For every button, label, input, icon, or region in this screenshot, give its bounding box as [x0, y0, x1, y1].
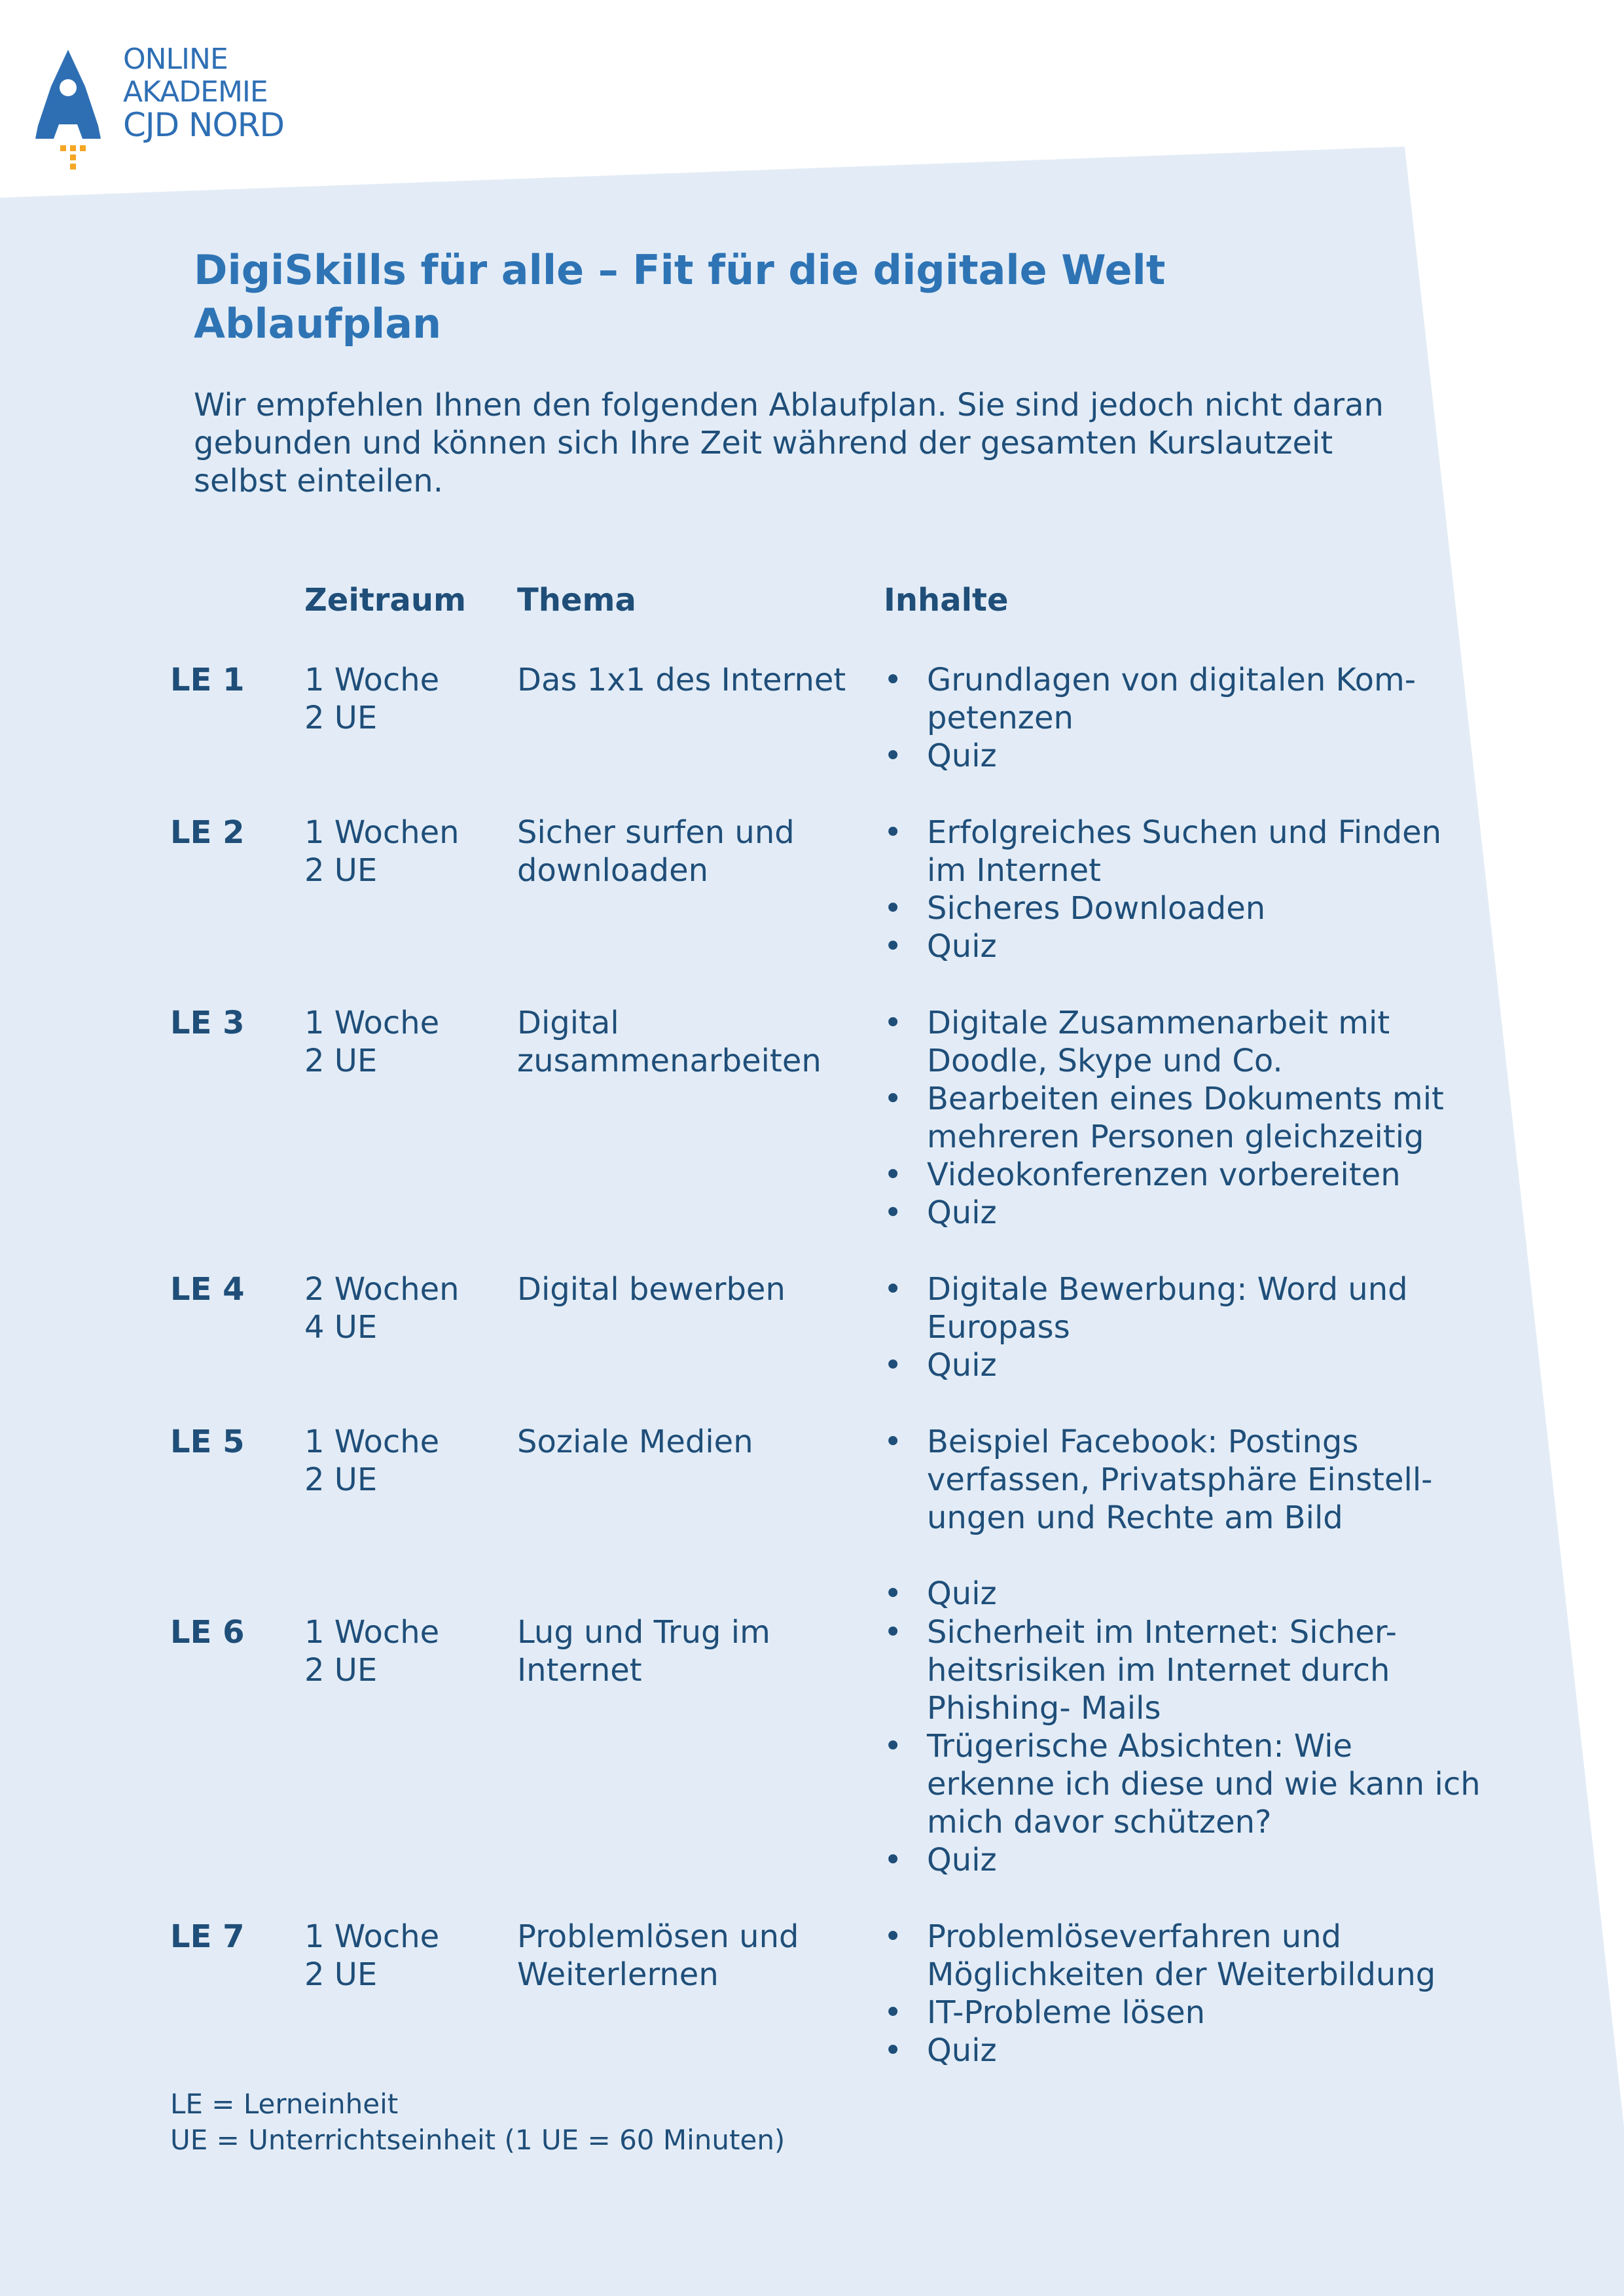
list-item: [884, 1918, 1506, 1994]
list-item: [884, 814, 1506, 889]
header-thema: Thema: [517, 582, 636, 619]
zeitraum-units: 2 UE: [304, 1043, 378, 1079]
row-thema: [517, 1004, 884, 1080]
row-label: LE 7: [170, 1918, 245, 1955]
row-thema: [517, 661, 884, 699]
row-label: LE 3: [170, 1005, 245, 1041]
title-line-2: Ablaufplan: [194, 300, 442, 348]
zeitraum-duration: 2 Wochen: [304, 1271, 460, 1308]
zeitraum-duration: 1 Woche: [304, 1918, 440, 1955]
row-label: LE 4: [170, 1271, 245, 1308]
list-item: [884, 1080, 1506, 1156]
list-item: [884, 1346, 1506, 1384]
list-item-line: • Quiz: [927, 1842, 997, 1878]
list-item: [884, 2032, 1506, 2070]
logo-wordmark: [123, 43, 285, 144]
row-zeitraum: [304, 814, 460, 889]
thema-line: Das 1x1 des Internet: [517, 662, 846, 698]
thema-line: zusammenarbeiten: [517, 1043, 821, 1079]
row-zeitraum: [304, 1423, 439, 1499]
list-item-line: heitsrisiken im Internet durch: [927, 1652, 1390, 1689]
list-item-line: • Quiz: [927, 1347, 997, 1384]
list-item-line: im Internet: [927, 852, 1101, 889]
thema-line: Digital: [517, 1005, 619, 1041]
list-item-line: • Quiz: [927, 1575, 997, 1612]
list-item: [884, 1156, 1506, 1194]
list-item-line: petenzen: [927, 700, 1074, 736]
list-item: [884, 889, 1506, 927]
list-item-line: • Trügerische Absichten: Wie: [927, 1728, 1353, 1765]
list-item-line: mehreren Personen gleichzeitig: [927, 1119, 1424, 1155]
zeitraum-duration: 1 Woche: [304, 662, 440, 698]
header-inhalte: Inhalte: [884, 582, 1009, 619]
row-thema: [517, 1918, 884, 1994]
list-item: [884, 1575, 1506, 1613]
row-inhalte-list: [884, 1613, 1506, 1879]
row-thema: [517, 1423, 884, 1461]
logo-line-2: AKADEMIE: [123, 75, 268, 109]
page-title: [194, 243, 1165, 351]
row-inhalte-list: [884, 814, 1506, 965]
row-zeitraum: [304, 1004, 439, 1080]
thema-line: Problemlösen und: [517, 1918, 799, 1955]
list-item-line: erkenne ich diese und wie kann ich: [927, 1766, 1481, 1803]
thema-line: Lug und Trug im: [517, 1614, 770, 1651]
zeitraum-duration: 1 Woche: [304, 1005, 440, 1041]
row-thema: [517, 1270, 884, 1308]
list-item: [884, 1194, 1506, 1232]
zeitraum-units: 4 UE: [304, 1309, 378, 1346]
zeitraum-duration: 1 Wochen: [304, 814, 460, 851]
list-item-line: • Quiz: [927, 928, 997, 965]
list-item: [884, 1004, 1506, 1080]
row-thema: [517, 814, 884, 889]
thema-line: Weiterlernen: [517, 1956, 719, 1993]
list-item: [884, 1727, 1506, 1841]
zeitraum-units: 2 UE: [304, 1462, 378, 1498]
zeitraum-units: 2 UE: [304, 852, 378, 889]
intro-paragraph: [194, 386, 1437, 500]
intro-line: Wir empfehlen Ihnen den folgenden Ablaufplan. Sie sind jedoch nicht daran: [194, 387, 1384, 423]
zeitraum-units: 2 UE: [304, 1652, 378, 1689]
list-item-line: • Sicherheit im Internet: Sicher-: [927, 1614, 1397, 1651]
list-item: [884, 1270, 1506, 1346]
list-item-line: • Quiz: [927, 2032, 997, 2069]
row-inhalte-list: [884, 1918, 1506, 2070]
list-item: [884, 927, 1506, 965]
row-label: LE 2: [170, 814, 245, 851]
row-zeitraum: [304, 1270, 460, 1346]
thema-line: Soziale Medien: [517, 1424, 753, 1460]
list-item-line: Möglichkeiten der Weiterbildung: [927, 1956, 1436, 1993]
row-label: LE 6: [170, 1614, 245, 1651]
list-item-line: • Problemlöseverfahren und: [927, 1918, 1342, 1955]
zeitraum-units: 2 UE: [304, 700, 378, 736]
legend: [170, 2086, 785, 2158]
list-item: [884, 737, 1506, 775]
list-item-line: • Bearbeiten eines Dokuments mit: [927, 1081, 1444, 1117]
list-item-line: • IT-Probleme lösen: [927, 1994, 1206, 2031]
row-inhalte-list: [884, 1270, 1506, 1384]
list-item: [884, 1841, 1506, 1879]
list-item-line: • Videokonferenzen vorbereiten: [927, 1157, 1401, 1193]
list-item: [884, 661, 1506, 737]
thema-line: Sicher surfen und: [517, 814, 795, 851]
list-item-line: • Digitale Bewerbung: Word und: [927, 1271, 1408, 1308]
list-item-line: • Digitale Zusammenarbeit mit: [927, 1005, 1390, 1041]
rocket-logo-icon: [34, 47, 106, 171]
logo-line-1: ONLINE: [123, 43, 228, 76]
list-item-line: • Sicheres Downloaden: [927, 890, 1266, 927]
intro-line: selbst einteilen.: [194, 463, 443, 499]
row-inhalte-list: [884, 1423, 1506, 1613]
legend-ue: UE = Unterrichtseinheit (1 UE = 60 Minuten): [170, 2124, 785, 2156]
zeitraum-duration: 1 Woche: [304, 1424, 440, 1460]
thema-line: downloaden: [517, 852, 709, 889]
header-zeitraum: Zeitraum: [304, 582, 467, 619]
row-zeitraum: [304, 1613, 439, 1689]
zeitraum-duration: 1 Woche: [304, 1614, 440, 1651]
list-item: [884, 1613, 1506, 1727]
list-item-line: ungen und Rechte am Bild: [927, 1499, 1343, 1536]
list-item-line: • Erfolgreiches Suchen und Finden: [927, 814, 1442, 851]
list-item-line: Doodle, Skype und Co.: [927, 1043, 1283, 1079]
logo-line-3: CJD NORD: [123, 106, 285, 144]
intro-line: gebunden und können sich Ihre Zeit während der gesamten Kurslautzeit: [194, 425, 1333, 461]
row-zeitraum: [304, 1918, 439, 1994]
legend-le: LE = Lerneinheit: [170, 2088, 399, 2120]
row-label: LE 1: [170, 662, 245, 698]
list-item-line: Europass: [927, 1309, 1070, 1346]
list-item-line: • Quiz: [927, 738, 997, 774]
list-item-line: Phishing- Mails: [927, 1690, 1161, 1727]
list-item: [884, 1994, 1506, 2032]
row-thema: [517, 1613, 884, 1689]
list-item: [884, 1423, 1506, 1537]
list-item-line: • Beispiel Facebook: Postings: [927, 1424, 1359, 1460]
thema-line: Internet: [517, 1652, 642, 1689]
row-label: LE 5: [170, 1424, 245, 1460]
row-inhalte-list: [884, 1004, 1506, 1232]
row-zeitraum: [304, 661, 439, 737]
list-item-line: verfassen, Privatsphäre Einstell-: [927, 1462, 1433, 1498]
list-item-line: • Quiz: [927, 1194, 997, 1231]
title-line-1: DigiSkills für alle – Fit für die digitale Welt: [194, 246, 1166, 294]
thema-line: Digital bewerben: [517, 1271, 785, 1308]
zeitraum-units: 2 UE: [304, 1956, 378, 1993]
list-item-line: mich davor schützen?: [927, 1804, 1272, 1840]
list-item-line: • Grundlagen von digitalen Kom-: [927, 662, 1416, 698]
row-inhalte-list: [884, 661, 1506, 775]
